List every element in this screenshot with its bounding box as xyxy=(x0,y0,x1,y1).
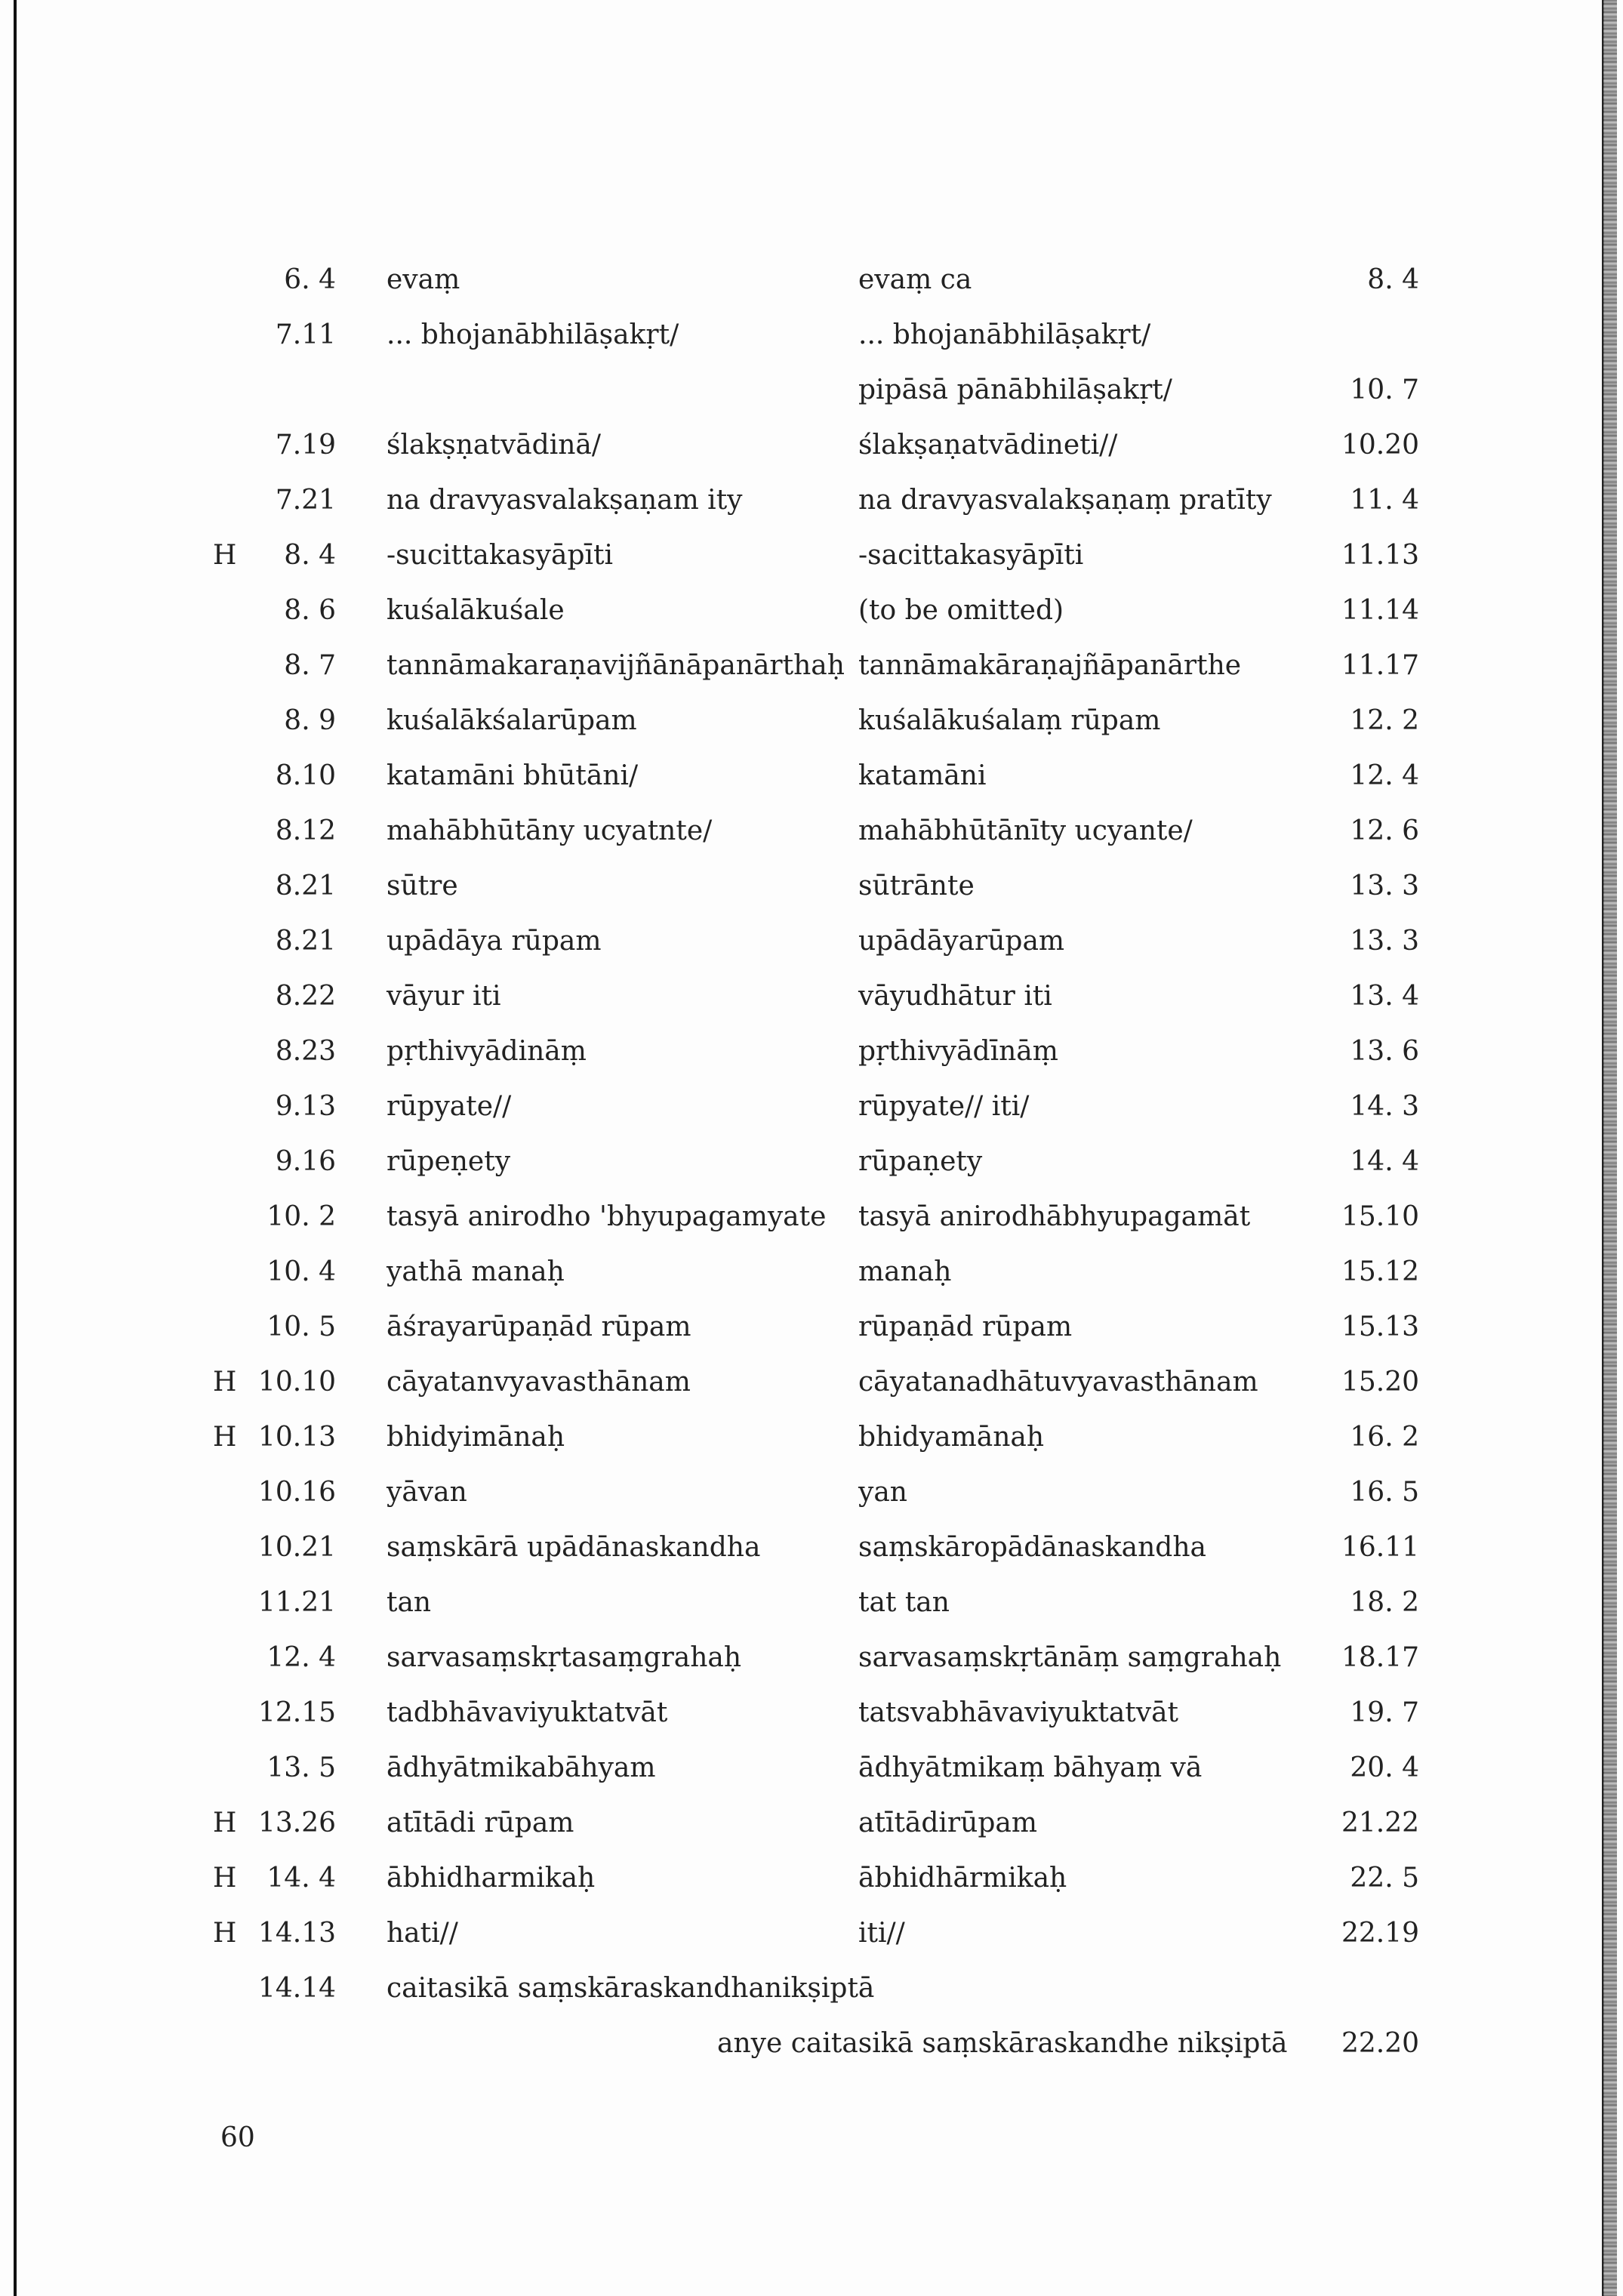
errata-row xyxy=(0,1245,1623,1299)
line-reference: 8. 4 xyxy=(284,540,336,571)
erroneous-reading: na dravyasvalakṣaṇam ity xyxy=(387,485,743,516)
correct-reading: tasyā anirodhābhyupagamāt xyxy=(858,1201,1251,1232)
correct-reading: na dravyasvalakṣaṇaṃ pratīty xyxy=(858,485,1272,516)
errata-row xyxy=(0,914,1623,969)
corrected-reference: 18.17 xyxy=(1341,1642,1419,1673)
errata-row xyxy=(0,418,1623,473)
errata-row xyxy=(0,1962,1623,2016)
line-reference: 8. 6 xyxy=(284,595,336,626)
errata-row xyxy=(0,639,1623,693)
errata-row xyxy=(0,1300,1623,1354)
correct-reading: upādāyarūpam xyxy=(858,926,1065,957)
correct-reading: cāyatanadhātuvyavasthānam xyxy=(858,1367,1258,1398)
erroneous-reading: caitasikā saṃskāraskandhanikṣiptā xyxy=(387,1973,875,2004)
corrected-reference: 12. 2 xyxy=(1350,705,1419,736)
errata-row xyxy=(0,308,1623,362)
correct-reading: tat tan xyxy=(858,1587,950,1618)
correct-reading: tannāmakāraṇajñāpanārthe xyxy=(858,650,1242,681)
corrected-reference: 15.12 xyxy=(1341,1256,1419,1287)
line-reference: 11.21 xyxy=(257,1587,336,1618)
errata-table xyxy=(0,253,1623,2080)
page-number: 60 xyxy=(220,2122,255,2153)
correct-reading: bhidyamānaḥ xyxy=(858,1422,1045,1453)
corrected-reference: 22.19 xyxy=(1341,1918,1419,1949)
erroneous-reading: pṛthivyādināṃ xyxy=(387,1036,587,1067)
line-reference: 7.11 xyxy=(275,319,336,350)
line-reference: 10.21 xyxy=(257,1532,336,1563)
errata-row xyxy=(0,1190,1623,1244)
corrected-reference: 12. 4 xyxy=(1350,760,1419,791)
errata-row xyxy=(0,749,1623,803)
line-reference: 13.26 xyxy=(257,1808,336,1838)
errata-row xyxy=(0,1465,1623,1520)
errata-row xyxy=(0,1631,1623,1685)
erroneous-reading: tan xyxy=(387,1587,432,1618)
errata-row xyxy=(0,1576,1623,1630)
line-reference: 10.10 xyxy=(257,1367,336,1398)
corrected-reference: 11.17 xyxy=(1341,650,1419,681)
marker: H xyxy=(213,1422,237,1453)
errata-row xyxy=(0,694,1623,748)
line-reference: 14.14 xyxy=(257,1973,336,2004)
correct-reading: pṛthivyādīnāṃ xyxy=(858,1036,1058,1067)
errata-row xyxy=(0,1355,1623,1410)
errata-row xyxy=(0,2017,1623,2071)
corrected-reference: 22.20 xyxy=(1341,2028,1419,2059)
errata-row xyxy=(0,859,1623,914)
corrected-reference: 13. 3 xyxy=(1350,871,1419,901)
corrected-reference: 11. 4 xyxy=(1350,485,1419,516)
errata-row xyxy=(0,584,1623,638)
corrected-reference: 20. 4 xyxy=(1350,1752,1419,1783)
line-reference: 12.15 xyxy=(257,1697,336,1728)
correct-reading: (to be omitted) xyxy=(858,595,1064,626)
corrected-reference: 16. 5 xyxy=(1350,1477,1419,1508)
line-reference: 10. 4 xyxy=(266,1256,336,1287)
correct-reading: anye caitasikā saṃskāraskandhe nikṣiptā xyxy=(717,2028,1288,2059)
line-reference: 10.13 xyxy=(257,1422,336,1453)
corrected-reference: 19. 7 xyxy=(1350,1697,1419,1728)
line-reference: 6. 4 xyxy=(284,264,336,295)
line-reference: 7.21 xyxy=(275,485,336,516)
line-reference: 8.22 xyxy=(275,981,336,1012)
corrected-reference: 10. 7 xyxy=(1350,374,1419,405)
line-reference: 8. 7 xyxy=(284,650,336,681)
erroneous-reading: saṃskārā upādānaskandha xyxy=(387,1532,761,1563)
corrected-reference: 15.20 xyxy=(1341,1367,1419,1398)
erroneous-reading: -sucittakasyāpīti xyxy=(387,540,613,571)
correct-reading: katamāni xyxy=(858,760,987,791)
corrected-reference: 10.20 xyxy=(1341,430,1419,461)
errata-row xyxy=(0,1741,1623,1795)
erroneous-reading: yathā manaḥ xyxy=(387,1256,565,1287)
errata-row xyxy=(0,969,1623,1024)
corrected-reference: 13. 6 xyxy=(1350,1036,1419,1067)
correct-reading: -sacittakasyāpīti xyxy=(858,540,1084,571)
erroneous-reading: sarvasaṃskṛtasaṃgrahaḥ xyxy=(387,1642,742,1673)
corrected-reference: 21.22 xyxy=(1341,1808,1419,1838)
erroneous-reading: yāvan xyxy=(387,1477,467,1508)
erroneous-reading: ābhidharmikaḥ xyxy=(387,1863,596,1894)
line-reference: 8.10 xyxy=(275,760,336,791)
errata-row xyxy=(0,253,1623,307)
correct-reading: mahābhūtānīty ucyante/ xyxy=(858,815,1193,846)
erroneous-reading: tadbhāvaviyuktatvāt xyxy=(387,1697,668,1728)
errata-row xyxy=(0,1521,1623,1575)
errata-row xyxy=(0,529,1623,583)
errata-row xyxy=(0,1796,1623,1851)
correct-reading: yan xyxy=(858,1477,907,1508)
corrected-reference: 11.14 xyxy=(1341,595,1419,626)
erroneous-reading: katamāni bhūtāni/ xyxy=(387,760,639,791)
corrected-reference: 15.13 xyxy=(1341,1311,1419,1342)
line-reference: 8. 9 xyxy=(284,705,336,736)
erroneous-reading: atītādi rūpam xyxy=(387,1808,574,1838)
erroneous-reading: ādhyātmikabāhyam xyxy=(387,1752,656,1783)
line-reference: 12. 4 xyxy=(266,1642,336,1673)
erroneous-reading: kuśalākśalarūpam xyxy=(387,705,637,736)
corrected-reference: 13. 4 xyxy=(1350,981,1419,1012)
correct-reading: kuśalākuśalaṃ rūpam xyxy=(858,705,1161,736)
corrected-reference: 22. 5 xyxy=(1350,1863,1419,1894)
erroneous-reading: upādāya rūpam xyxy=(387,926,602,957)
errata-row xyxy=(0,1135,1623,1189)
erroneous-reading: hati// xyxy=(387,1918,458,1949)
corrected-reference: 11.13 xyxy=(1341,540,1419,571)
corrected-reference: 14. 3 xyxy=(1350,1091,1419,1122)
correct-reading: atītādirūpam xyxy=(858,1808,1037,1838)
erroneous-reading: rūpeṇety xyxy=(387,1146,511,1177)
correct-reading: rūpaṇād rūpam xyxy=(858,1311,1073,1342)
correct-reading: evaṃ ca xyxy=(858,264,972,295)
corrected-reference: 18. 2 xyxy=(1350,1587,1419,1618)
errata-row xyxy=(0,363,1623,418)
errata-row xyxy=(0,1851,1623,1906)
line-reference: 10. 5 xyxy=(266,1311,336,1342)
line-reference: 13. 5 xyxy=(266,1752,336,1783)
marker: H xyxy=(213,1918,237,1949)
line-reference: 9.16 xyxy=(275,1146,336,1177)
erroneous-reading: tannāmakaraṇavijñānāpanārthaḥ xyxy=(387,650,845,681)
correct-reading: pipāsā pānābhilāṣakṛt/ xyxy=(858,374,1172,405)
line-reference: 14. 4 xyxy=(266,1863,336,1894)
correct-reading: ādhyātmikaṃ bāhyaṃ vā xyxy=(858,1752,1203,1783)
errata-row xyxy=(0,804,1623,858)
erroneous-reading: ślakṣṇatvādinā/ xyxy=(387,430,601,461)
erroneous-reading: kuśalākuśale xyxy=(387,595,565,626)
correct-reading: rūpaṇety xyxy=(858,1146,983,1177)
erroneous-reading: tasyā anirodho 'bhyupagamyate xyxy=(387,1201,827,1232)
corrected-reference: 16. 2 xyxy=(1350,1422,1419,1453)
errata-row xyxy=(0,1080,1623,1134)
correct-reading: iti// xyxy=(858,1918,905,1949)
line-reference: 8.23 xyxy=(275,1036,336,1067)
erroneous-reading: bhidyimānaḥ xyxy=(387,1422,565,1453)
line-reference: 14.13 xyxy=(257,1918,336,1949)
errata-row xyxy=(0,1410,1623,1465)
correct-reading: sūtrānte xyxy=(858,871,975,901)
line-reference: 9.13 xyxy=(275,1091,336,1122)
line-reference: 8.21 xyxy=(275,871,336,901)
correct-reading: saṃskāropādānaskandha xyxy=(858,1532,1207,1563)
line-reference: 10. 2 xyxy=(266,1201,336,1232)
erroneous-reading: cāyatanvyavasthānam xyxy=(387,1367,691,1398)
erroneous-reading: ... bhojanābhilāṣakṛt/ xyxy=(387,319,679,350)
corrected-reference: 13. 3 xyxy=(1350,926,1419,957)
erroneous-reading: mahābhūtāny ucyatnte/ xyxy=(387,815,713,846)
marker: H xyxy=(213,1367,237,1398)
line-reference: 8.21 xyxy=(275,926,336,957)
correct-reading: tatsvabhāvaviyuktatvāt xyxy=(858,1697,1179,1728)
erroneous-reading: sūtre xyxy=(387,871,458,901)
marker: H xyxy=(213,540,237,571)
correct-reading: manaḥ xyxy=(858,1256,952,1287)
corrected-reference: 15.10 xyxy=(1341,1201,1419,1232)
correct-reading: rūpyate// iti/ xyxy=(858,1091,1030,1122)
correct-reading: sarvasaṃskṛtānāṃ saṃgrahaḥ xyxy=(858,1642,1282,1673)
corrected-reference: 8. 4 xyxy=(1367,264,1419,295)
erroneous-reading: evaṃ xyxy=(387,264,460,295)
errata-row xyxy=(0,1906,1623,1961)
corrected-reference: 14. 4 xyxy=(1350,1146,1419,1177)
erroneous-reading: āśrayarūpaṇād rūpam xyxy=(387,1311,691,1342)
marker: H xyxy=(213,1863,237,1894)
correct-reading: ślakṣaṇatvādineti// xyxy=(858,430,1118,461)
errata-row xyxy=(0,473,1623,528)
errata-row xyxy=(0,1025,1623,1079)
line-reference: 7.19 xyxy=(275,430,336,461)
erroneous-reading: rūpyate// xyxy=(387,1091,512,1122)
errata-row xyxy=(0,1686,1623,1740)
correct-reading: ābhidhārmikaḥ xyxy=(858,1863,1067,1894)
corrected-reference: 16.11 xyxy=(1341,1532,1419,1563)
correct-reading: vāyudhātur iti xyxy=(858,981,1052,1012)
erroneous-reading: vāyur iti xyxy=(387,981,501,1012)
line-reference: 10.16 xyxy=(257,1477,336,1508)
line-reference: 8.12 xyxy=(275,815,336,846)
correct-reading: ... bhojanābhilāṣakṛt/ xyxy=(858,319,1151,350)
marker: H xyxy=(213,1808,237,1838)
corrected-reference: 12. 6 xyxy=(1350,815,1419,846)
